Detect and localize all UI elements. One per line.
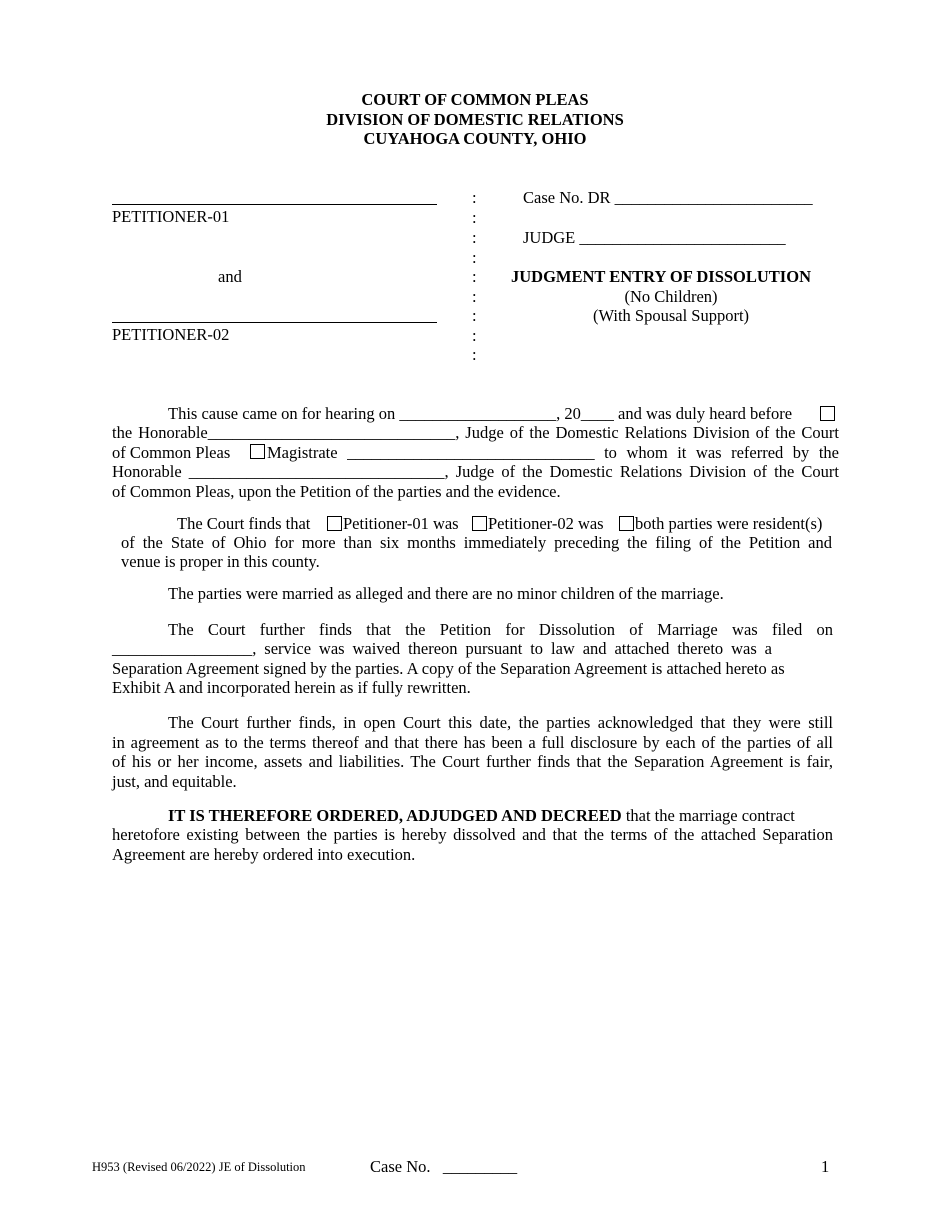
judge-field[interactable]: JUDGE _________________________ [523,228,786,247]
petitioner2-resident-checkbox[interactable] [472,516,487,531]
form-identifier: H953 (Revised 06/2022) JE of Dissolution [92,1160,306,1174]
judge-checkbox[interactable] [820,406,835,421]
petitioner1-name-line[interactable] [112,204,437,205]
petitioner2-name-line[interactable] [112,322,437,323]
subtitle-spousal-support: (With Spousal Support) [592,306,750,325]
court-division: DIVISION OF DOMESTIC RELATIONS [326,110,624,129]
subtitle-no-children: (No Children) [624,287,718,306]
court-name: COURT OF COMMON PLEAS [361,90,589,109]
page-number: 1 [821,1157,830,1176]
petitioner1-resident-checkbox[interactable] [327,516,342,531]
magistrate-checkbox[interactable] [250,444,265,459]
petitioner1-label: PETITIONER-01 [112,207,230,226]
case-number-field[interactable]: Case No. DR ________________________ [523,188,813,207]
court-county: CUYAHOGA COUNTY, OHIO [363,129,587,148]
document-page: COURT OF COMMON PLEAS DIVISION OF DOMESTIC RELATIONS CUYAHOGA COUNTY, OHIO PETITIONER-01 and PETITIONER-02 : : : : : : : : : Case No. DR ________________________ JUDGE _________________________ JUDGMENT ENTRY OF DISSOLUTION (No Children) (With Spousal Support) This cause came on for hearing on ___________________, 20____ and was duly heard before the Honorable______________________________, Judge of the Domestic Relations Division of the Court of Common Pleas Magistrate ______________________________ to whom it was referred by the Honorable _______________________________, Judge of the Domestic Relations Division of the Court of Common Pleas, upon the Petition of the parties and the evidence. The Court finds that Petitioner-01 was Petitioner-02 was both parties were resident(s) of the State of Ohio for more than six months immediately preceding the filing of the Petition and venue is proper in this county. The parties were married as alleged and there are no minor children of the marriage. The Court further finds that the Petition for Dissolution of Marriage was filed on _________________, service was waived thereon pursuant to law and attached thereto was a Separation Agreement signed by the parties. A copy of the Separation Agreement is attached hereto as Exhibit A and incorporated herein as if fully rewritten. The Court further finds, in open Court this date, the parties acknowledged that they were still in agreement as to the terms thereof and that there has been a full disclosure by each of the parties of all of his or her income, assets and liabilities. The Court further finds that the Separation Agreement is fair, just, and equitable. IT IS THEREFORE ORDERED, ADJUDGED AND DECREED that the marriage contract heretofore existing between the parties is hereby dissolved and that the terms of the attached Separation Agreement are hereby ordered into execution. H953 (Revised 06/2022) JE of Dissolution Case No. _________ 1 [0,0,950,1230]
both-parties-resident-checkbox[interactable] [619,516,634,531]
footer-case-number[interactable]: Case No. _________ [370,1157,518,1176]
paragraph-marriage: The parties were married as alleged and there are no minor children of the marriage. [168,584,724,603]
document-title: JUDGMENT ENTRY OF DISSOLUTION [511,267,811,286]
petitioner2-label: PETITIONER-02 [112,325,230,344]
and-label: and [218,267,242,286]
